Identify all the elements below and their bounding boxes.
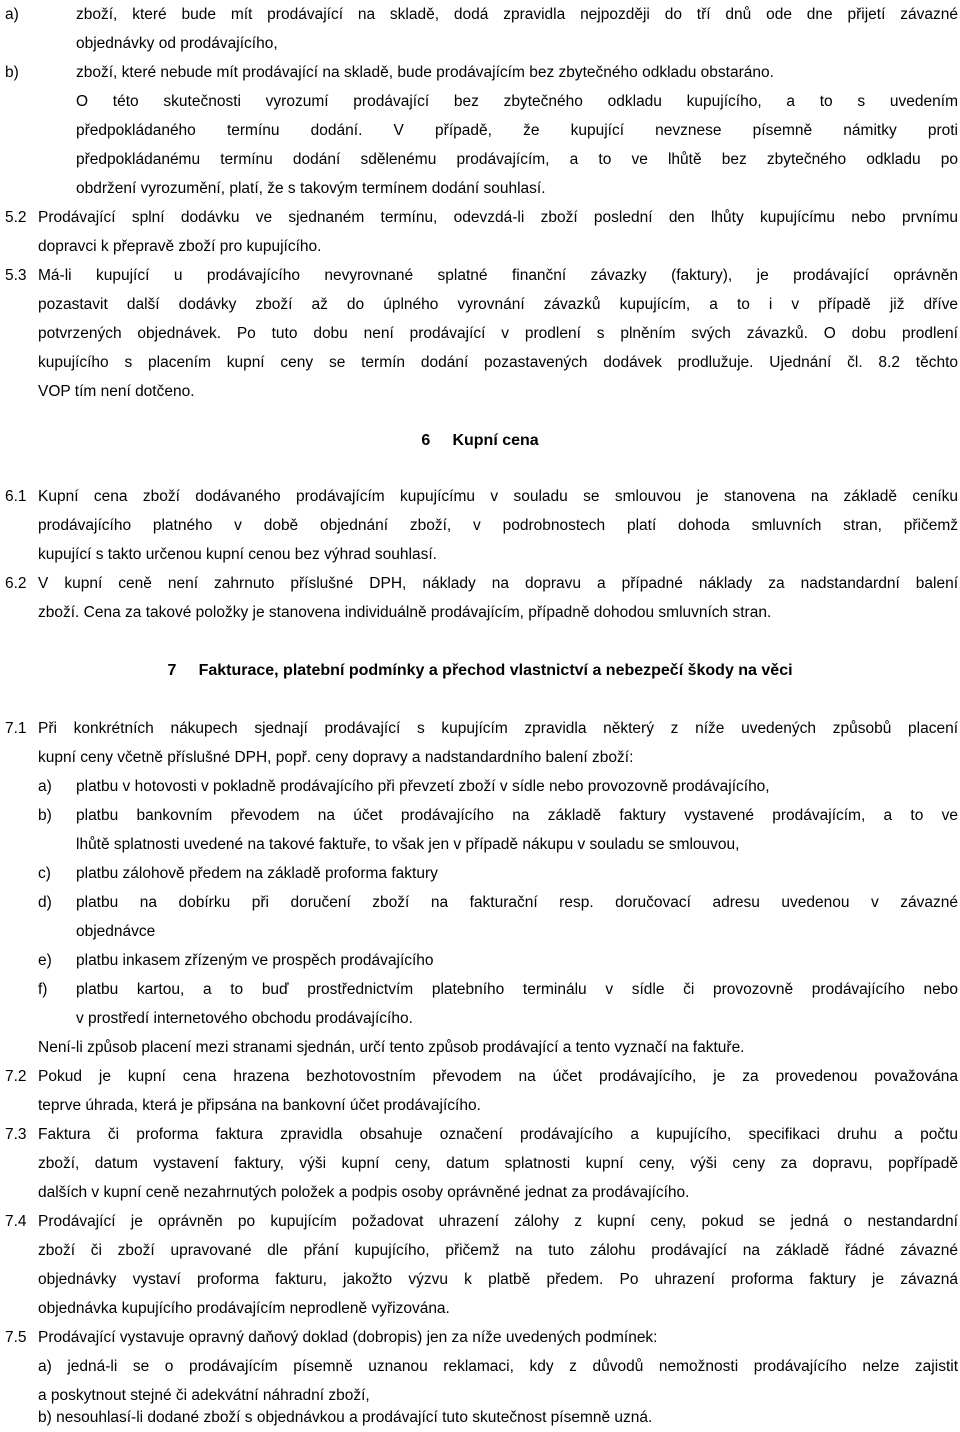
paragraph-line: kupujícího s placením kupní ceny se termín dodání pozastavených dodávek prodlužuje. Ujednání čl. 8.2 těchto [38,354,958,371]
section-heading-7: 7 Fakturace, platební podmínky a přechod vlastnictví a nebezpečí škody na věci [167,662,793,679]
section-number: 7.4 [5,1213,27,1230]
paragraph-line: a poskytnout stejné či adekvátní náhradní zboží, [38,1387,370,1404]
paragraph-line: objednávky vystaví proforma fakturu, jakožto výzvu k platbě předem. Po uhrazení proforma faktury je závazná [38,1271,958,1288]
paragraph-line: platbu na dobírku při doručení zboží na fakturační resp. doručovací adresu uvedenou v závazné [76,894,958,911]
item-label: a) [38,778,52,795]
item-label: d) [38,894,52,911]
section-heading-6: 6 Kupní cena [421,432,539,449]
paragraph-line: platbu bankovním převodem na účet prodávajícího na základě faktury vystavené prodávajícím, a to ve [76,807,958,824]
section-number: 6.2 [5,575,27,592]
paragraph-line: Není-li způsob placení mezi stranami sjednán, určí tento způsob prodávající a tento vyznačí na faktuře. [38,1039,745,1056]
paragraph-line: kupující s takto určenou kupní cenou bez výhrad souhlasí. [38,546,437,563]
paragraph-line: platbu v hotovosti v pokladně prodávajícího při převzetí zboží v sídle nebo provozovně prodávajícího, [76,778,770,795]
paragraph-line: O této skutečnosti vyrozumí prodávající bez zbytečného odkladu kupujícího, a to s uvedením [76,93,958,110]
paragraph-line: Prodávající splní dodávku ve sjednaném termínu, odevzdá-li zboží poslední den lhůty kupujícímu nebo prvnímu [38,209,958,226]
paragraph-line: platbu zálohově předem na základě proforma faktury [76,865,438,882]
paragraph-line: zboží. Cena za takové položky je stanovena individuálně prodávajícím, případně dohodou smluvních stran. [38,604,772,621]
item-label: f) [38,981,48,998]
paragraph-line: předpokládaného termínu dodání. V případě, že kupující nevznese písemně námitky proti [76,122,958,139]
paragraph-line: b) nesouhlasí-li dodané zboží s objednávkou a prodávající tuto skutečnost písemně uzná. [38,1409,653,1426]
section-number: 7.1 [5,720,27,737]
paragraph-line: v prostředí internetového obchodu prodávajícího. [76,1010,413,1027]
paragraph-line: předpokládanému termínu dodání sdělenému prodávajícím, a to ve lhůtě bez zbytečného odkladu po [76,151,958,168]
section-number: 6.1 [5,488,27,505]
paragraph-line: Kupní cena zboží dodávaného prodávajícím kupujícímu v souladu se smlouvou je stanovena na základě ceníku [38,488,958,505]
paragraph-line: obdržení vyrozumění, platí, že s takovým termínem dodání souhlasí. [76,180,546,197]
section-number: 7.3 [5,1126,27,1143]
paragraph-line: Má-li kupující u prodávajícího nevyrovnané splatné finanční závazky (faktury), je prodávající oprávněn [38,267,958,284]
paragraph-line: Faktura či proforma faktura zpravidla obsahuje označení prodávajícího a kupujícího, specifikaci druhu a počtu [38,1126,958,1143]
paragraph-line: a) jedná-li se o prodávajícím písemně uznanou reklamaci, kdy z důvodů nemožnosti prodávajícího nelze zajistit [38,1358,958,1375]
section-number: 7.5 [5,1329,27,1346]
paragraph-line: prodávajícího platného v době objednání zboží, v podrobnostech platí dohoda smluvních stran, přičemž [38,517,958,534]
paragraph-line: zboží, datum vystavení faktury, výši kupní ceny, datum splatnosti kupní ceny, výši ceny za dopravu, popřípadě [38,1155,958,1172]
section-number: 5.2 [5,209,27,226]
item-label: a) [5,6,19,23]
paragraph-line: potvrzených objednávek. Po tuto dobu není prodávající v prodlení s plněním svých závazků. O dobu prodlení [38,325,958,342]
item-label: b) [5,64,19,81]
section-number: 7.2 [5,1068,27,1085]
item-label: c) [38,865,51,882]
paragraph-line: dalších v kupní ceně nezahrnutých položek a podpis osoby oprávněné jednat za prodávajícího. [38,1184,690,1201]
paragraph-line: lhůtě splatnosti uvedené na takové faktuře, to však jen v případě nákupu v souladu se smlouvou, [76,836,740,853]
paragraph-line: Při konkrétních nákupech sjednají prodávající s kupujícím zpravidla některý z níže uvedených způsobů placení [38,720,958,737]
paragraph-line: zboží či zboží upravované dle přání kupujícího, přičemž na tuto zálohu prodávající na základě řádné závazné [38,1242,958,1259]
item-label: e) [38,952,52,969]
paragraph-line: teprve úhrada, která je připsána na bankovní účet prodávajícího. [38,1097,481,1114]
paragraph-line: platbu inkasem zřízeným ve prospěch prodávajícího [76,952,434,969]
paragraph-line: platbu kartou, a to buď prostřednictvím platebního terminálu v sídle či provozovně prodávajícího nebo [76,981,958,998]
paragraph-line: Prodávající vystavuje opravný daňový doklad (dobropis) jen za níže uvedených podmínek: [38,1329,658,1346]
paragraph-line: dopravci k přepravě zboží pro kupujícího. [38,238,322,255]
item-label: b) [38,807,52,824]
paragraph-line: objednávka kupujícího prodávajícím neprodleně vyřizována. [38,1300,450,1317]
paragraph-line: VOP tím není dotčeno. [38,383,195,400]
paragraph-line: objednávce [76,923,156,940]
paragraph-line: pozastavit další dodávky zboží až do úplného vyrovnání závazků kupujícím, a to i v případě již dříve [38,296,958,313]
paragraph-line: Prodávající je oprávněn po kupujícím požadovat uhrazení zálohy z kupní ceny, pokud se jedná o nestandardní [38,1213,958,1230]
paragraph-line: V kupní ceně není zahrnuto příslušné DPH, náklady na dopravu a případné náklady za nadstandardní balení [38,575,958,592]
section-number: 5.3 [5,267,27,284]
paragraph-line: zboží, které bude mít prodávající na skladě, dodá zpravidla nejpozději do tří dnů ode dne přijetí závazné [76,6,958,23]
paragraph-line: objednávky od prodávajícího, [76,35,278,52]
paragraph-line: zboží, které nebude mít prodávající na skladě, bude prodávajícím bez zbytečného odkladu obstaráno. [76,64,774,81]
paragraph-line: Pokud je kupní cena hrazena bezhotovostním převodem na účet prodávajícího, je za provedenou považována [38,1068,958,1085]
paragraph-line: kupní ceny včetně příslušné DPH, popř. ceny dopravy a nadstandardního balení zboží: [38,749,634,766]
